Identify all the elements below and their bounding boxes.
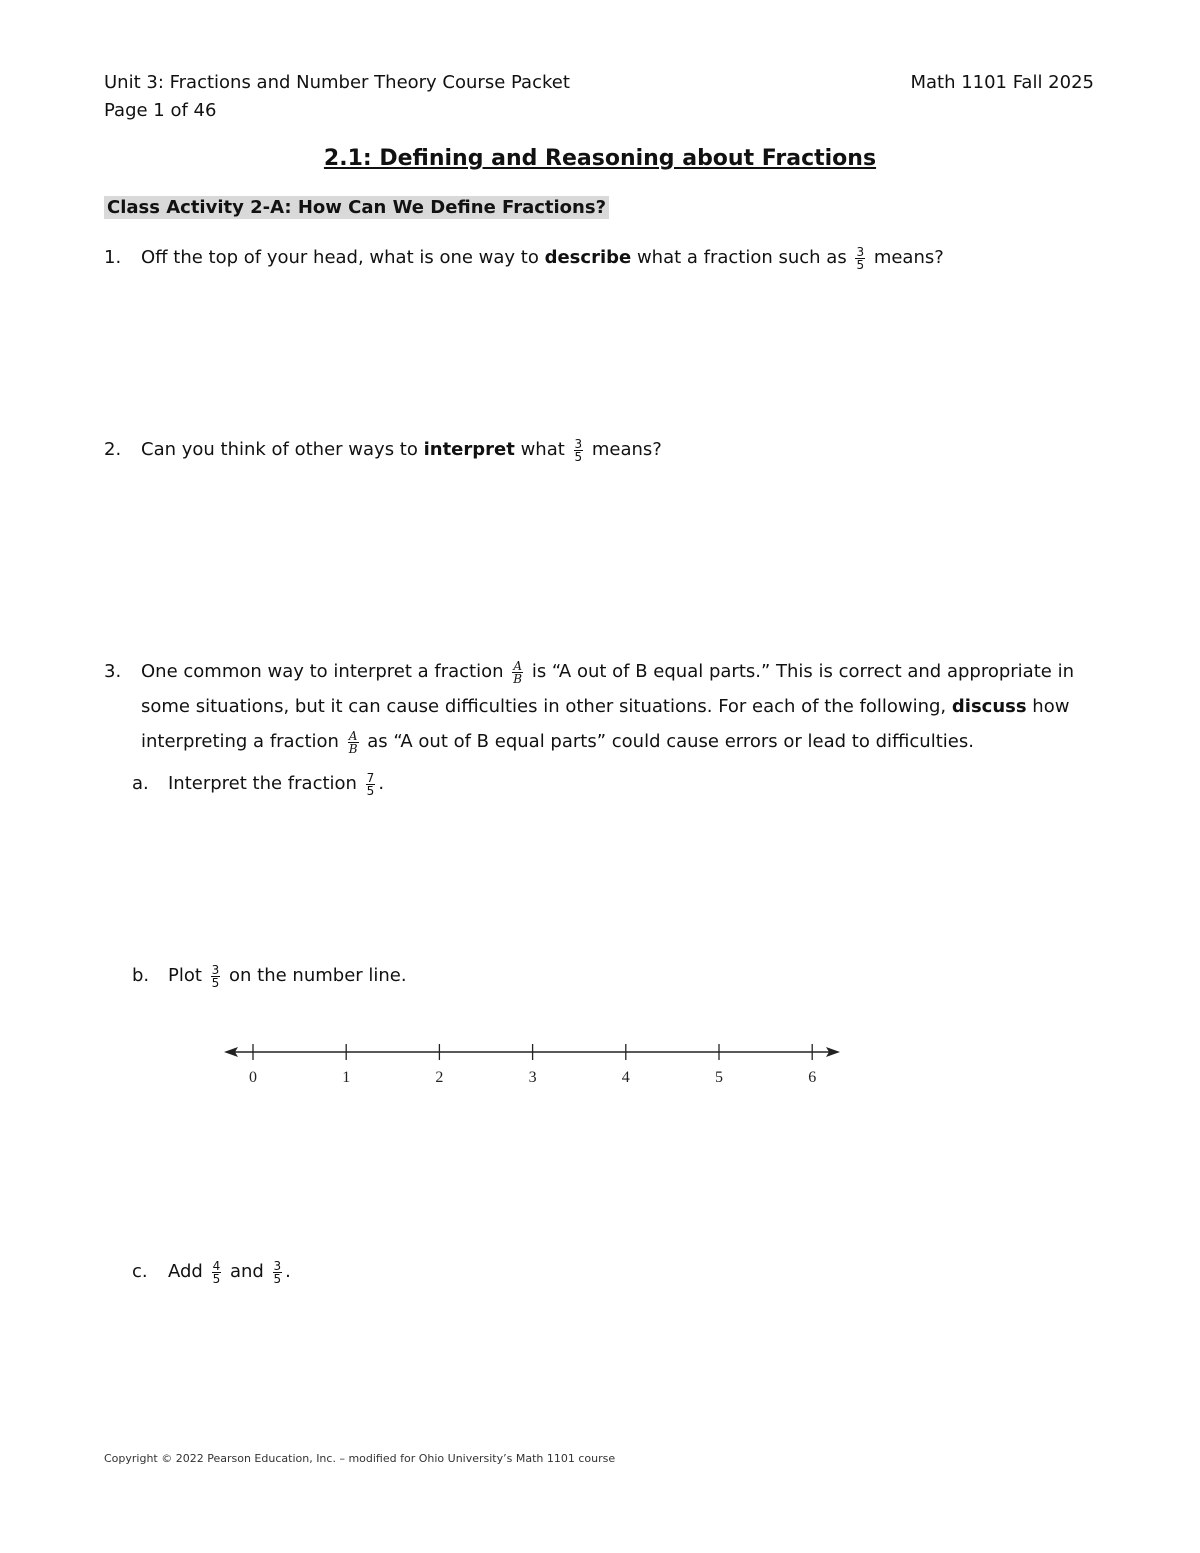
section-title: 2.1: Defining and Reasoning about Fractions (323, 146, 877, 171)
fraction-numerator: A (348, 728, 358, 743)
activity-title: Class Activity 2-A: How Can We Define Fractions? (104, 196, 609, 219)
question-3-line-3 (141, 724, 974, 759)
part-c (132, 1254, 291, 1289)
number-line-tick-label: 5 (715, 1069, 723, 1086)
fraction-numerator: 3 (574, 436, 583, 451)
number-line-tick-label: 3 (528, 1069, 537, 1086)
question-text-part: means? (868, 247, 944, 268)
part-text (168, 958, 407, 993)
fraction (348, 730, 359, 755)
question-text-part: interpreting a fraction (141, 731, 345, 752)
part-letter: a. (132, 773, 149, 794)
part-text-part: on the number line. (223, 965, 407, 986)
part-text (168, 1254, 291, 1289)
question-3-line-2 (141, 689, 1069, 724)
number-line-tick-label: 4 (621, 1069, 630, 1086)
fraction (574, 438, 584, 463)
part-text-part: . (285, 1261, 291, 1282)
question-text-line-1 (141, 654, 1074, 689)
part-b (132, 958, 407, 993)
fraction-numerator: 3 (856, 244, 865, 259)
question-text-part: what (514, 439, 571, 460)
copyright-footer: Copyright © 2022 Pearson Education, Inc. – modified for Ohio University’s Math 1101 course (104, 1452, 616, 1465)
question-text-part: is “A out of B equal parts.” This is correct and appropriate in (526, 661, 1074, 682)
question-keyword: describe (544, 247, 632, 268)
question-2 (104, 432, 662, 467)
fraction-denominator: 5 (574, 449, 583, 464)
fraction (366, 772, 376, 797)
part-text-part: and (224, 1261, 270, 1282)
question-text-part: means? (586, 439, 662, 460)
fraction (855, 246, 865, 271)
number-line-tick-label: 1 (342, 1069, 351, 1086)
question-keyword: interpret (423, 439, 515, 460)
question-3 (104, 654, 1074, 689)
fraction (211, 964, 221, 989)
fraction-numerator: A (513, 658, 523, 673)
question-text (141, 240, 944, 275)
header-course-title: Unit 3: Fractions and Number Theory Course Packet (104, 72, 570, 93)
part-text-part: Add (168, 1261, 209, 1282)
question-text-part: Off the top of your head, what is one way to (141, 247, 545, 268)
number-line[interactable] (220, 1036, 850, 1096)
number-line-tick-label: 6 (808, 1069, 817, 1086)
question-text-part: what a fraction such as (631, 247, 853, 268)
fraction-denominator: 5 (211, 975, 220, 990)
question-number: 3. (104, 661, 122, 682)
question-1 (104, 240, 944, 275)
part-a (132, 766, 385, 801)
question-text-part: some situations, but it can cause difficulties in other situations. For each of the following, (141, 696, 952, 717)
part-letter: c. (132, 1261, 148, 1282)
question-text-part: One common way to interpret a fraction (141, 661, 510, 682)
fraction-denominator: 5 (212, 1271, 221, 1286)
fraction (273, 1260, 283, 1285)
part-text (168, 766, 384, 801)
question-number: 2. (104, 439, 122, 460)
question-keyword: discuss (951, 696, 1027, 717)
part-text-part: Interpret the fraction (168, 773, 363, 794)
part-letter: b. (132, 965, 150, 986)
fraction (212, 1260, 222, 1285)
number-line-tick-label: 0 (249, 1069, 257, 1086)
fraction (512, 660, 523, 685)
number-line-tick-label: 2 (435, 1069, 444, 1086)
fraction-numerator: 3 (211, 962, 220, 977)
question-text (141, 432, 662, 467)
part-text-part: Plot (168, 965, 208, 986)
question-number: 1. (104, 247, 122, 268)
fraction-denominator: 5 (366, 783, 375, 798)
header-course-term: Math 1101 Fall 2025 (910, 72, 1094, 93)
part-text-part: . (378, 773, 385, 794)
fraction-denominator: 5 (856, 257, 865, 272)
fraction-numerator: 3 (273, 1258, 282, 1273)
fraction-numerator: 4 (212, 1258, 221, 1273)
fraction-denominator: 5 (273, 1271, 282, 1286)
page-number: Page 1 of 46 (104, 100, 217, 121)
question-text-part: how (1026, 696, 1070, 717)
fraction-numerator: 7 (366, 770, 375, 785)
question-text-part: Can you think of other ways to (141, 439, 424, 460)
question-text-part: as “A out of B equal parts” could cause errors or lead to difficulties. (361, 731, 974, 752)
fraction-denominator: B (513, 671, 523, 686)
fraction-denominator: B (348, 741, 358, 756)
